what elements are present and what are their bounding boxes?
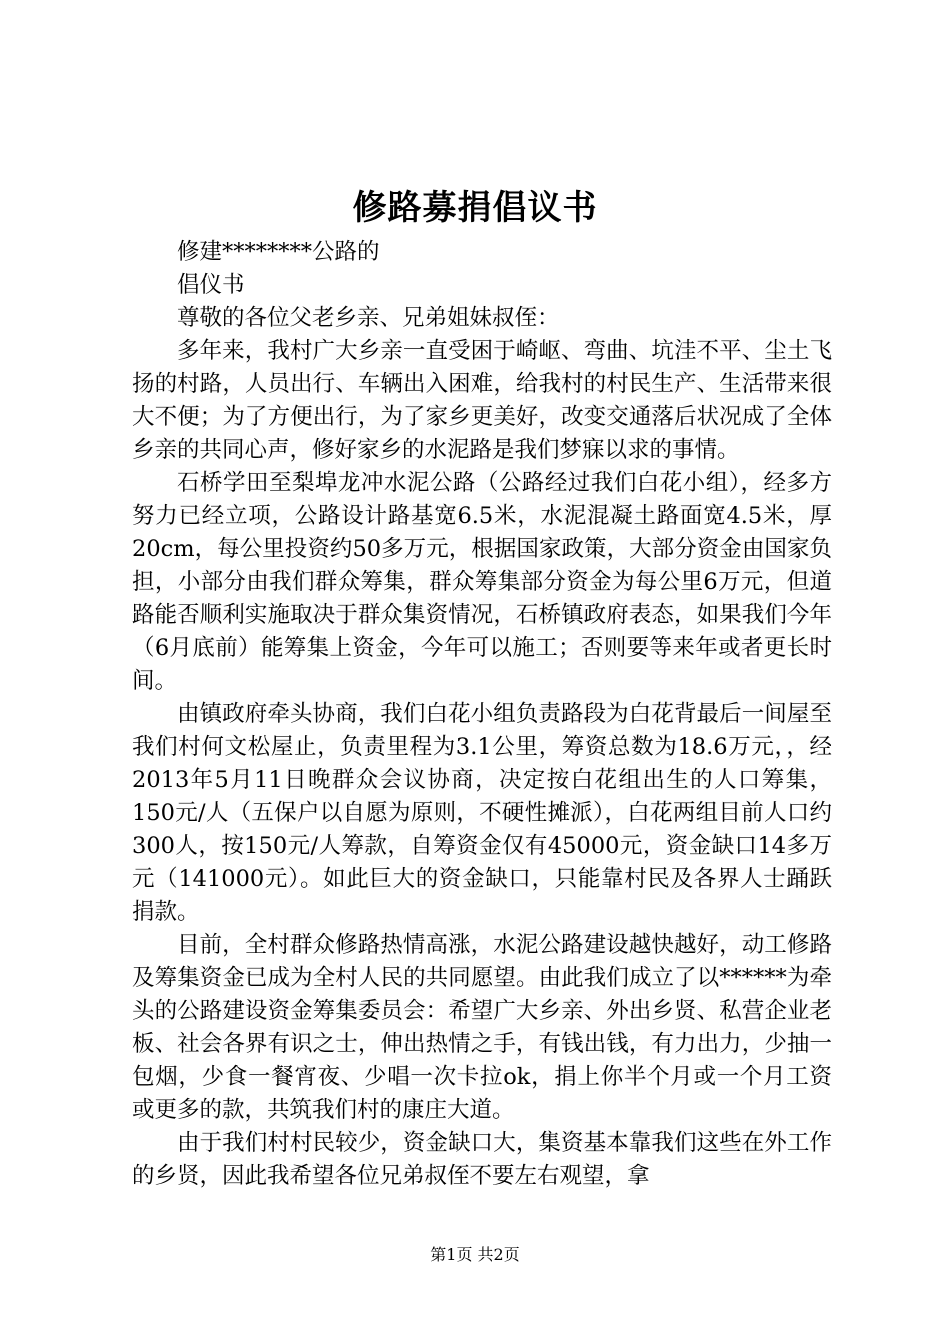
salutation: 尊敬的各位父老乡亲、兄弟姐妹叔侄： bbox=[177, 305, 560, 331]
paragraph: 多年来，我村广大乡亲一直受困于崎岖、弯曲、坑洼不平、尘土飞扬的村路，人员出行、车辆出入困难，给我村的村民生产、生活带来很大不便；为了方便出行，为了家乡更美好，改变交通落后状况成了全体乡亲的共同心声，修好家乡的水泥路是我们梦寐以求的事情。 bbox=[132, 338, 832, 463]
document-body bbox=[132, 236, 832, 1193]
page-number: 第1页 共2页 bbox=[430, 1245, 520, 1264]
heading-line-2: 倡仪书 bbox=[177, 272, 245, 298]
paragraph: 目前，全村群众修路热情高涨，水泥公路建设越快越好，动工修路及筹集资金已成为全村人民的共同愿望。由此我们成立了以******为牵头的公路建设资金筹集委员会：希望广大乡亲、外出乡贤、私营企业老板、社会各界有识之士，伸出热情之手，有钱出钱，有力出力，少抽一包烟，少食一餐宵夜、少唱一次卡拉ok，捐上你半个月或一个月工资或更多的款，共筑我们村的康庄大道。 bbox=[132, 932, 832, 1123]
paragraph: 由镇政府牵头协商，我们白花小组负责路段为白花背最后一间屋至我们村何文松屋止，负责里程为3.1公里，筹资总数为18.6万元，，经2013年5月11日晚群众会议协商，决定按白花组出生的人口筹集，150元/人（五保户以自愿为原则，不硬性摊派），白花两组目前人口约300人，按150元/人筹款，自筹资金仅有45000元，资金缺口14多万元（141000元）。如此巨大的资金缺口，只能靠村民及各界人士踊跃捐款。 bbox=[132, 701, 832, 925]
heading-line-1: 修建********公路的 bbox=[177, 239, 380, 265]
paragraph: 由于我们村村民较少，资金缺口大，集资基本靠我们这些在外工作的乡贤，因此我希望各位兄弟叔侄不要左右观望，拿 bbox=[132, 1130, 832, 1189]
paragraph: 石桥学田至梨埠龙冲水泥公路（公路经过我们白花小组），经多方努力已经立项，公路设计路基宽6.5米，水泥混凝土路面宽4.5米，厚20cm，每公里投资约50多万元，根据国家政策，大部分资金由国家负担，小部分由我们群众筹集，群众筹集部分资金为每公里6万元，但道路能否顺利实施取决于群众集资情况，石桥镇政府表态，如果我们今年（6月底前）能筹集上资金，今年可以施工；否则要等来年或者更长时间。 bbox=[132, 470, 832, 694]
document-title: 修路募捐倡议书 bbox=[352, 188, 598, 228]
